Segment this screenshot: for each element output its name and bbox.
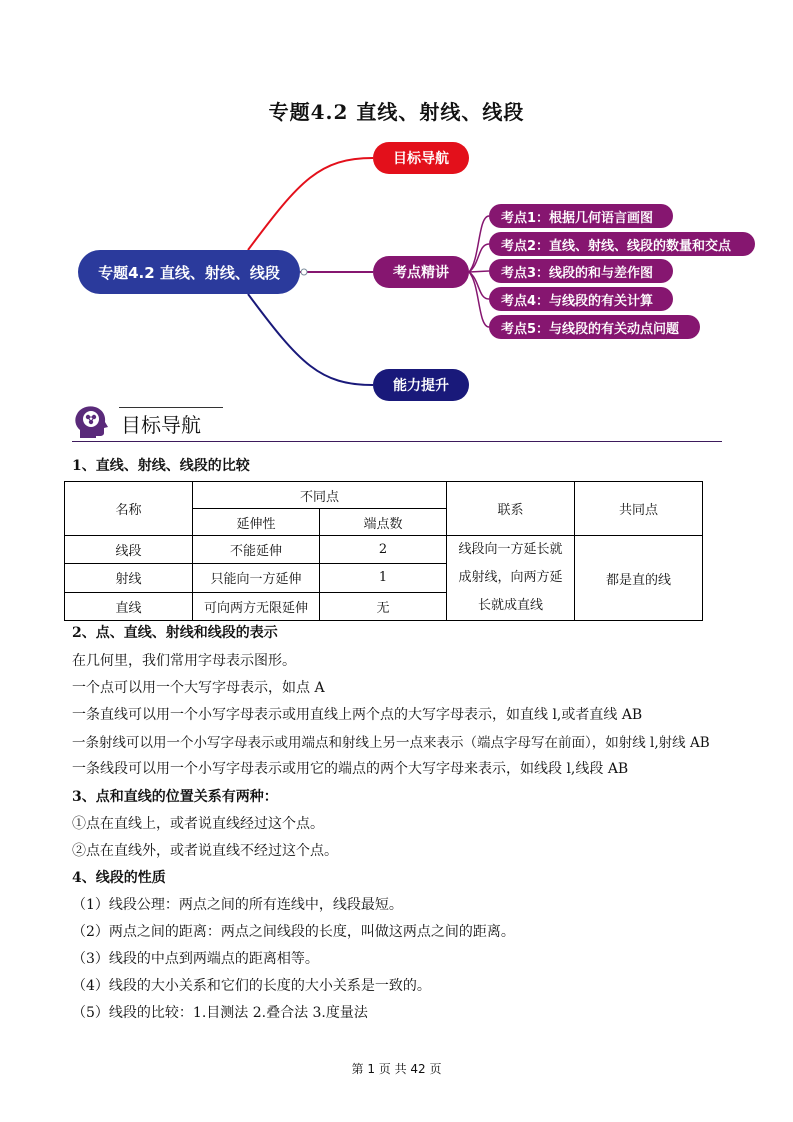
text-line: （1）线段公理：两点之间的所有连线中，线段最短。 — [72, 897, 403, 913]
mindmap-branch-points: 考点精讲 — [373, 256, 469, 288]
table-header-common: 共同点 — [575, 482, 703, 536]
table-header-ends: 端点数 — [320, 509, 447, 536]
text-line: （5）线段的比较：1.目测法 2.叠合法 3.度量法 — [72, 1005, 368, 1021]
mindmap-point-4: 考点4：与线段的有关计算 — [489, 287, 673, 311]
connector-point-3 — [469, 271, 489, 272]
cell-ext: 可向两方无限延伸 — [193, 592, 320, 620]
section-title: 目标导航 — [121, 413, 201, 437]
page-footer: 第 1 页 共 42 页 — [351, 1062, 442, 1076]
cell-link-line: 成射线，向两方延 — [458, 570, 563, 585]
cell-common: 都是直的线 — [575, 536, 703, 621]
mindmap-point-5: 考点5：与线段的有关动点问题 — [489, 315, 700, 339]
heading-3: 3、点和直线的位置关系有两种： — [72, 789, 278, 805]
cell-name: 线段 — [65, 536, 193, 564]
connector-point-5 — [469, 272, 489, 327]
text-line: ②点在直线外，或者说直线不经过这个点。 — [72, 843, 338, 859]
mindmap-point-3: 考点3：线段的和与差作图 — [489, 259, 673, 283]
text-line: ①点在直线上，或者说直线经过这个点。 — [72, 816, 324, 832]
table-header-link: 联系 — [447, 482, 575, 536]
page-title: 专题4.2 直线、射线、线段 — [268, 100, 525, 124]
cell-name: 射线 — [65, 564, 193, 592]
cell-link — [447, 536, 575, 621]
table-header-diff: 不同点 — [193, 482, 447, 509]
cell-ends: 2 — [320, 536, 447, 564]
mindmap-point-2: 考点2：直线、射线、线段的数量和交点 — [489, 232, 755, 256]
cell-ext: 不能延伸 — [193, 536, 320, 564]
mindmap-root: 专题4.2 直线、射线、线段 — [78, 250, 300, 294]
cell-name: 直线 — [65, 592, 193, 620]
text-line: 一条射线可以用一个小写字母表示或用端点和射线上另一点来表示（端点字母写在前面），如射线 l,射线 AB — [72, 735, 710, 751]
text-line: 一条直线可以用一个小写字母表示或用直线上两个点的大写字母表示，如直线 l,或者直线 AB — [72, 707, 643, 723]
cell-ends: 无 — [320, 592, 447, 620]
table-header-ext: 延伸性 — [193, 509, 320, 536]
table-row — [65, 536, 703, 564]
section-rule-top — [119, 407, 223, 408]
connector-dot — [301, 269, 307, 275]
heading-4: 4、线段的性质 — [72, 870, 166, 886]
section-rule — [72, 441, 722, 442]
connector-point-2 — [469, 244, 489, 272]
text-line: 在几何里，我们常用字母表示图形。 — [72, 653, 296, 669]
brain-head-icon — [72, 404, 108, 440]
cell-link-line: 线段向一方延长就 — [458, 542, 563, 557]
heading-1: 1、直线、射线、线段的比较 — [72, 458, 250, 474]
heading-2: 2、点、直线、射线和线段的表示 — [72, 625, 278, 641]
cell-link-line: 长就成直线 — [477, 598, 543, 613]
text-line: 一个点可以用一个大写字母表示，如点 A — [72, 680, 325, 696]
text-line: 一条线段可以用一个小写字母表示或用它的端点的两个大写字母来表示，如线段 l,线段 AB — [72, 761, 629, 777]
connector-goal — [248, 158, 373, 250]
mindmap-connectors — [0, 0, 793, 420]
table-header-name: 名称 — [65, 482, 193, 536]
text-line: （3）线段的中点到两端点的距离相等。 — [72, 951, 319, 967]
mindmap-point-1: 考点1：根据几何语言画图 — [489, 204, 673, 228]
text-line: （4）线段的大小关系和它们的长度的大小关系是一致的。 — [72, 978, 431, 994]
cell-ext: 只能向一方延伸 — [193, 564, 320, 592]
comparison-table — [64, 481, 703, 621]
mindmap-branch-goal: 目标导航 — [373, 142, 469, 174]
mindmap-branch-ability: 能力提升 — [373, 369, 469, 401]
text-line: （2）两点之间的距离：两点之间线段的长度，叫做这两点之间的距离。 — [72, 924, 515, 940]
connector-ability — [248, 294, 373, 385]
cell-ends: 1 — [320, 564, 447, 592]
